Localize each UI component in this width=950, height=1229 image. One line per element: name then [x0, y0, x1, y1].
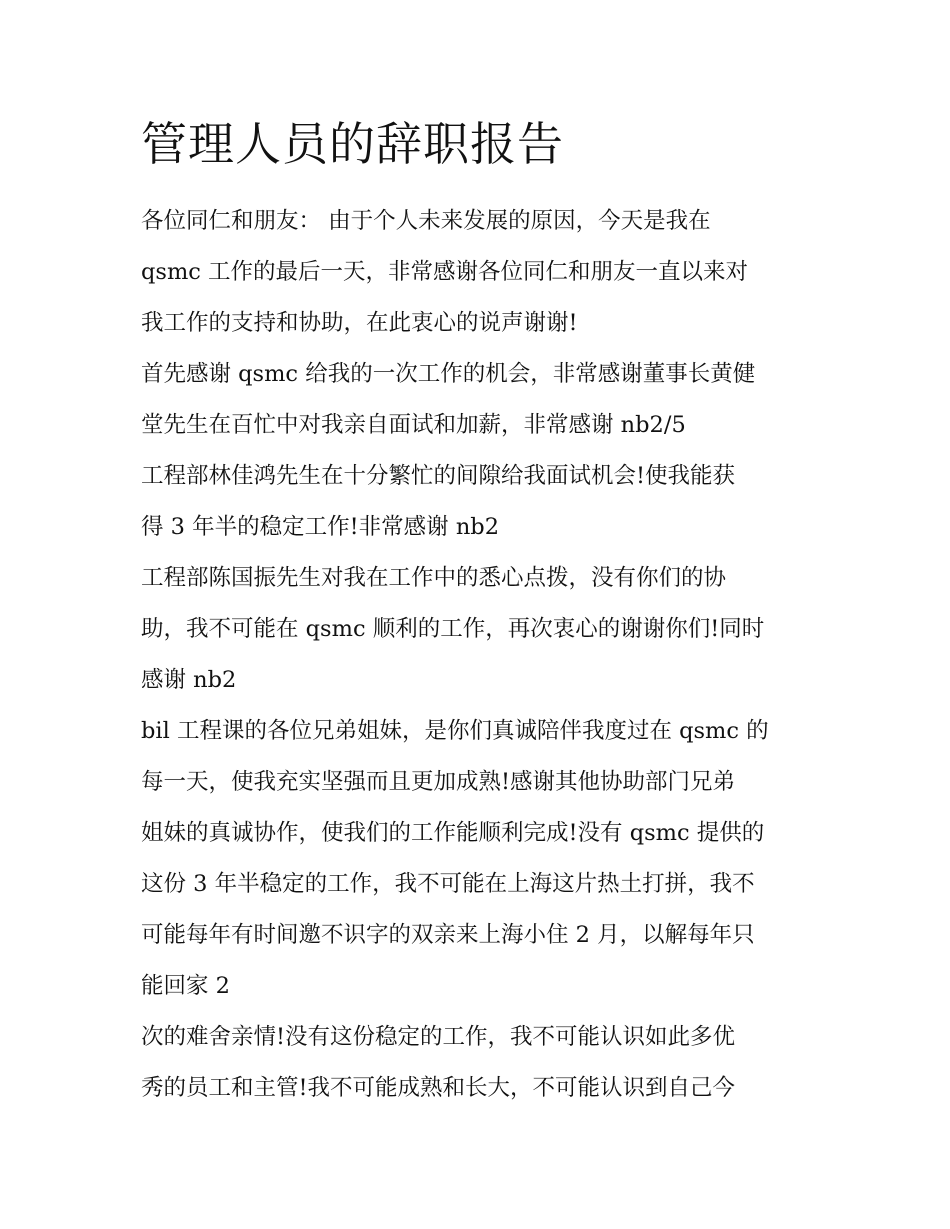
body-line: 首先感谢 qsmc 给我的一次工作的机会，非常感谢董事长黄健: [141, 361, 756, 387]
body-line: 次的难舍亲情!没有这份稳定的工作，我不可能认识如此多优: [141, 1024, 736, 1050]
document-title: 管理人员的辞职报告: [141, 117, 564, 171]
body-line: bil 工程课的各位兄弟姐妹，是你们真诚陪伴我度过在 qsmc 的: [141, 718, 769, 744]
body-line: 助，我不可能在 qsmc 顺利的工作，再次衷心的谢谢你们!同时: [141, 616, 765, 642]
body-line: 秀的员工和主管!我不可能成熟和长大，不可能认识到自己今: [141, 1075, 736, 1101]
body-line: 得 3 年半的稳定工作!非常感谢 nb2: [141, 514, 500, 540]
body-line: 工程部林佳鸿先生在十分繁忙的间隙给我面试机会!使我能获: [141, 463, 736, 489]
body-line: 工程部陈国振先生对我在工作中的悉心点拨，没有你们的协: [141, 565, 727, 591]
body-line: 感谢 nb2: [141, 667, 237, 693]
body-line: 姐妹的真诚协作，使我们的工作能顺利完成!没有 qsmc 提供的: [141, 820, 765, 846]
body-line: 我工作的支持和协助，在此衷心的说声谢谢!: [141, 310, 578, 336]
body-line: qsmc 工作的最后一天，非常感谢各位同仁和朋友一直以来对: [141, 259, 749, 285]
body-line: 能回家 2: [141, 973, 230, 999]
body-line: 每一天，使我充实坚强而且更加成熟!感谢其他协助部门兄弟: [141, 769, 736, 795]
body-line: 可能每年有时间邀不识字的双亲来上海小住 2 月，以解每年只: [141, 922, 755, 948]
document-body: [141, 196, 821, 1114]
body-line: 这份 3 年半稳定的工作，我不可能在上海这片热土打拼，我不: [141, 871, 755, 897]
body-line: 各位同仁和朋友： 由于个人未来发展的原因，今天是我在: [141, 208, 711, 234]
body-line: 堂先生在百忙中对我亲自面试和加薪，非常感谢 nb2/5: [141, 412, 686, 438]
